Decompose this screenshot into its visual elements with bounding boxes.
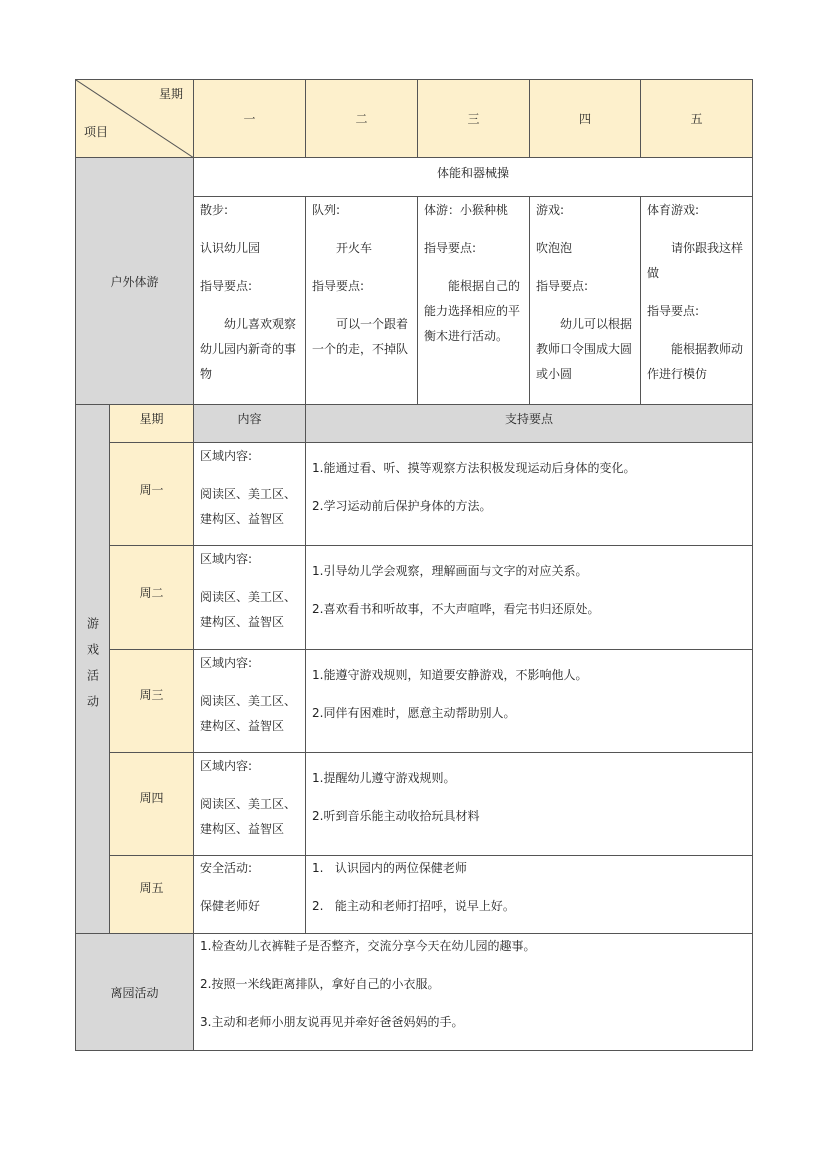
day-header-2: 二 xyxy=(305,79,418,158)
content-title: 区域内容: xyxy=(200,449,253,463)
leave-point: 2.按照一米线距离排队，拿好自己的小衣服。 xyxy=(200,977,440,991)
support-point: 2.学习运动前后保护身体的方法。 xyxy=(312,499,492,513)
week-cell-fri xyxy=(109,855,194,934)
leave-point: 1.检查幼儿衣裤鞋子是否整齐，交流分享今天在幼儿园的趣事。 xyxy=(200,939,536,953)
outdoor-name: 吹泡泡 xyxy=(536,241,573,255)
outdoor-guide-text: 可以一个跟着一个的走，不掉队 xyxy=(312,317,409,356)
outdoor-theme-cell xyxy=(193,157,753,197)
content-title: 区域内容: xyxy=(200,552,253,566)
support-cell-mon xyxy=(305,442,753,546)
support-point: 2.听到音乐能主动收拾玩具材料 xyxy=(312,809,480,823)
content-text: 阅读区、美工区、建构区、益智区 xyxy=(200,797,297,836)
game-head-week: 星期 xyxy=(109,404,194,443)
outdoor-type: 游戏: xyxy=(536,203,565,217)
outdoor-guide-label: 指导要点: xyxy=(312,279,365,293)
outdoor-col-1 xyxy=(193,196,306,405)
week-cell-thu xyxy=(109,752,194,856)
outdoor-type: 散步: xyxy=(200,203,229,217)
week-cell-mon xyxy=(109,442,194,546)
outdoor-col-2 xyxy=(305,196,418,405)
support-point: 1.引导幼儿学会观察，理解画面与文字的对应关系。 xyxy=(312,564,588,578)
week-label: 周五 xyxy=(139,881,164,895)
game-label: 游戏活动 xyxy=(85,617,100,721)
outdoor-col-5 xyxy=(640,196,753,405)
outdoor-name: 认识幼儿园 xyxy=(200,241,261,255)
day-header-4: 四 xyxy=(529,79,641,158)
outdoor-col-3 xyxy=(417,196,530,405)
content-text: 阅读区、美工区、建构区、益智区 xyxy=(200,487,297,526)
outdoor-label-cell: 户外体游 xyxy=(75,157,194,405)
corner-label-weekday: 星期 xyxy=(158,87,183,101)
game-head-support: 支持要点 xyxy=(305,404,753,443)
content-cell-fri xyxy=(193,855,306,934)
outdoor-guide-text: 能根据自己的能力选择相应的平衡木进行活动。 xyxy=(424,279,521,343)
outdoor-guide-text: 能根据教师动作进行模仿 xyxy=(647,342,744,381)
game-label-cell xyxy=(75,404,110,934)
support-point: 1.能遵守游戏规则，知道要安静游戏，不影响他人。 xyxy=(312,668,588,682)
content-text: 阅读区、美工区、建构区、益智区 xyxy=(200,590,297,629)
content-title: 安全活动: xyxy=(200,861,253,875)
outdoor-guide-label: 指导要点: xyxy=(647,304,700,318)
content-cell-wed xyxy=(193,649,306,753)
week-label: 周三 xyxy=(139,688,164,702)
outdoor-type: 体游：小猴种桃 xyxy=(424,203,509,217)
support-point: 2. 能主动和老师打招呼，说早上好。 xyxy=(312,899,515,913)
outdoor-type: 体育游戏: xyxy=(647,203,700,217)
day-header-5: 五 xyxy=(640,79,753,158)
content-title: 区域内容: xyxy=(200,759,253,773)
week-label: 周一 xyxy=(139,483,164,497)
game-head-content: 内容 xyxy=(193,404,306,443)
outdoor-name: 请你跟我这样做 xyxy=(647,241,744,280)
support-cell-tue xyxy=(305,545,753,650)
outdoor-theme: 体能和器械操 xyxy=(436,166,509,180)
content-title: 区域内容: xyxy=(200,656,253,670)
outdoor-col-4 xyxy=(529,196,641,405)
outdoor-guide-text: 幼儿可以根据教师口令围成大圆或小圆 xyxy=(536,317,633,381)
day-header-3: 三 xyxy=(417,79,530,158)
leave-point: 3.主动和老师小朋友说再见并牵好爸爸妈妈的手。 xyxy=(200,1015,464,1029)
support-point: 2.同伴有困难时，愿意主动帮助别人。 xyxy=(312,706,516,720)
outdoor-guide-label: 指导要点: xyxy=(424,241,477,255)
week-cell-wed xyxy=(109,649,194,753)
week-cell-tue xyxy=(109,545,194,650)
support-cell-fri xyxy=(305,855,753,934)
support-point: 1. 认识园内的两位保健老师 xyxy=(312,861,467,875)
support-point: 2.喜欢看书和听故事，不大声喧哗，看完书归还原处。 xyxy=(312,602,600,616)
outdoor-guide-text: 幼儿喜欢观察幼儿园内新奇的事物 xyxy=(200,317,297,381)
leave-points-cell xyxy=(193,933,753,1051)
support-point: 1.提醒幼儿遵守游戏规则。 xyxy=(312,771,456,785)
day-header-1: 一 xyxy=(193,79,306,158)
outdoor-type: 队列: xyxy=(312,203,341,217)
week-label: 周二 xyxy=(139,586,164,600)
content-cell-thu xyxy=(193,752,306,856)
week-label: 周四 xyxy=(139,791,164,805)
support-point: 1.能通过看、听、摸等观察方法积极发现运动后身体的变化。 xyxy=(312,461,636,475)
corner-header-cell xyxy=(75,79,194,158)
corner-label-item: 项目 xyxy=(84,125,109,139)
outdoor-guide-label: 指导要点: xyxy=(200,279,253,293)
content-text: 阅读区、美工区、建构区、益智区 xyxy=(200,694,297,733)
support-cell-wed xyxy=(305,649,753,753)
content-text: 保健老师好 xyxy=(200,899,261,913)
outdoor-name: 开火车 xyxy=(336,241,373,255)
support-cell-thu xyxy=(305,752,753,856)
content-cell-mon xyxy=(193,442,306,546)
content-cell-tue xyxy=(193,545,306,650)
leave-label-cell: 离园活动 xyxy=(75,933,194,1051)
outdoor-guide-label: 指导要点: xyxy=(536,279,589,293)
